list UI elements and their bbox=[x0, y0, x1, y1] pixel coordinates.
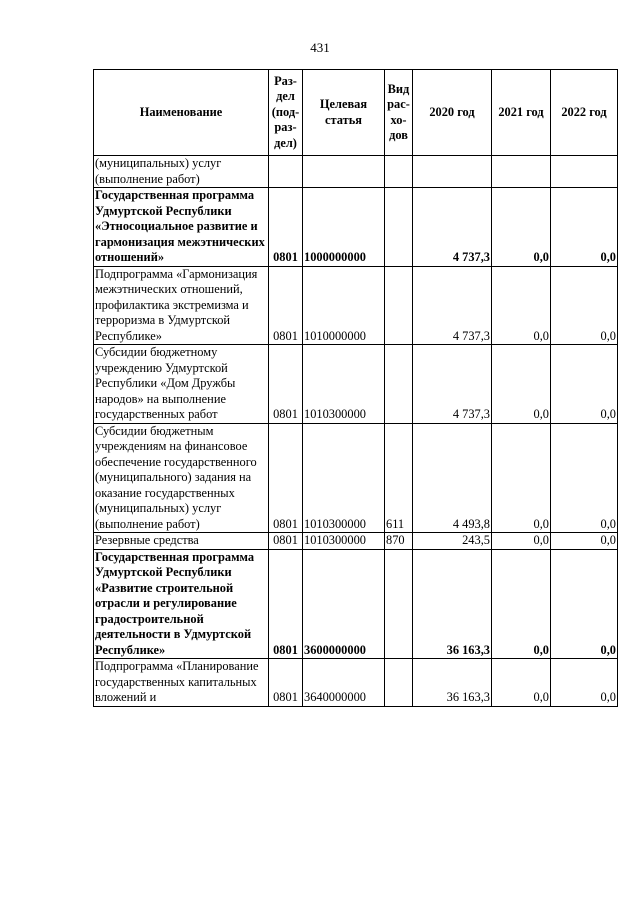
row-section: 0801 bbox=[269, 659, 303, 707]
table-row bbox=[94, 423, 618, 533]
row-kind bbox=[385, 188, 413, 267]
row-target bbox=[303, 156, 385, 188]
row-name: Субсидии бюджетным учреждениям на финансовое обеспечение государственного (муниципального) задания на оказание государственных (муниципальных) услуг (выполнение работ) bbox=[94, 423, 269, 533]
row-kind: 870 bbox=[385, 533, 413, 550]
row-2020: 4 493,8 bbox=[413, 423, 492, 533]
table-row bbox=[94, 156, 618, 188]
row-section: 0801 bbox=[269, 266, 303, 345]
row-2022 bbox=[551, 156, 618, 188]
table-header-row bbox=[94, 70, 618, 156]
row-name: Субсидии бюджетному учреждению Удмуртской Республики «Дом Дружбы народов» на выполнение государственных работ bbox=[94, 345, 269, 424]
row-section: 0801 bbox=[269, 549, 303, 659]
row-kind bbox=[385, 266, 413, 345]
budget-table bbox=[93, 69, 618, 707]
row-target: 3600000000 bbox=[303, 549, 385, 659]
page-number: 431 bbox=[310, 40, 330, 55]
row-target: 1010300000 bbox=[303, 423, 385, 533]
row-target: 1010000000 bbox=[303, 266, 385, 345]
row-section bbox=[269, 156, 303, 188]
header-name: Наименование bbox=[94, 70, 269, 156]
row-2022: 0,0 bbox=[551, 423, 618, 533]
row-kind bbox=[385, 549, 413, 659]
row-2020: 4 737,3 bbox=[413, 188, 492, 267]
row-2021: 0,0 bbox=[492, 345, 551, 424]
row-kind bbox=[385, 659, 413, 707]
table-row bbox=[94, 659, 618, 707]
row-2022: 0,0 bbox=[551, 659, 618, 707]
row-2022: 0,0 bbox=[551, 549, 618, 659]
row-2020: 36 163,3 bbox=[413, 549, 492, 659]
row-kind bbox=[385, 156, 413, 188]
header-section: Раз- дел (под- раз- дел) bbox=[269, 70, 303, 156]
table-row bbox=[94, 266, 618, 345]
header-kind: Вид рас- хо- дов bbox=[385, 70, 413, 156]
table-body bbox=[94, 156, 618, 707]
row-section: 0801 bbox=[269, 188, 303, 267]
row-2020: 243,5 bbox=[413, 533, 492, 550]
row-target: 1000000000 bbox=[303, 188, 385, 267]
row-name: Государственная программа Удмуртской Республики «Этносоциальное развитие и гармонизация межэтнических отношений» bbox=[94, 188, 269, 267]
row-2021: 0,0 bbox=[492, 266, 551, 345]
row-2022: 0,0 bbox=[551, 188, 618, 267]
table-row bbox=[94, 188, 618, 267]
table-row bbox=[94, 549, 618, 659]
row-2021: 0,0 bbox=[492, 659, 551, 707]
row-2021: 0,0 bbox=[492, 533, 551, 550]
header-2020: 2020 год bbox=[413, 70, 492, 156]
header-2021: 2021 год bbox=[492, 70, 551, 156]
row-name: (муниципальных) услуг (выполнение работ) bbox=[94, 156, 269, 188]
row-2021: 0,0 bbox=[492, 549, 551, 659]
table-row bbox=[94, 345, 618, 424]
row-2020: 36 163,3 bbox=[413, 659, 492, 707]
row-2022: 0,0 bbox=[551, 266, 618, 345]
row-name: Резервные средства bbox=[94, 533, 269, 550]
row-2020: 4 737,3 bbox=[413, 266, 492, 345]
row-kind bbox=[385, 345, 413, 424]
row-2021 bbox=[492, 156, 551, 188]
row-target: 3640000000 bbox=[303, 659, 385, 707]
row-2020 bbox=[413, 156, 492, 188]
row-section: 0801 bbox=[269, 423, 303, 533]
row-2020: 4 737,3 bbox=[413, 345, 492, 424]
header-2022: 2022 год bbox=[551, 70, 618, 156]
row-name: Подпрограмма «Планирование государственных капитальных вложений и bbox=[94, 659, 269, 707]
row-name: Подпрограмма «Гармонизация межэтнических отношений, профилактика экстремизма и терроризма в Удмуртской Республике» bbox=[94, 266, 269, 345]
row-section: 0801 bbox=[269, 533, 303, 550]
row-kind: 611 bbox=[385, 423, 413, 533]
header-target: Целевая статья bbox=[303, 70, 385, 156]
row-2021: 0,0 bbox=[492, 188, 551, 267]
row-target: 1010300000 bbox=[303, 533, 385, 550]
table-row bbox=[94, 533, 618, 550]
row-2021: 0,0 bbox=[492, 423, 551, 533]
row-target: 1010300000 bbox=[303, 345, 385, 424]
row-name: Государственная программа Удмуртской Республики «Развитие строительной отрасли и регулирование градостроительной деятельности в Удмуртской Республике» bbox=[94, 549, 269, 659]
row-section: 0801 bbox=[269, 345, 303, 424]
row-2022: 0,0 bbox=[551, 345, 618, 424]
row-2022: 0,0 bbox=[551, 533, 618, 550]
